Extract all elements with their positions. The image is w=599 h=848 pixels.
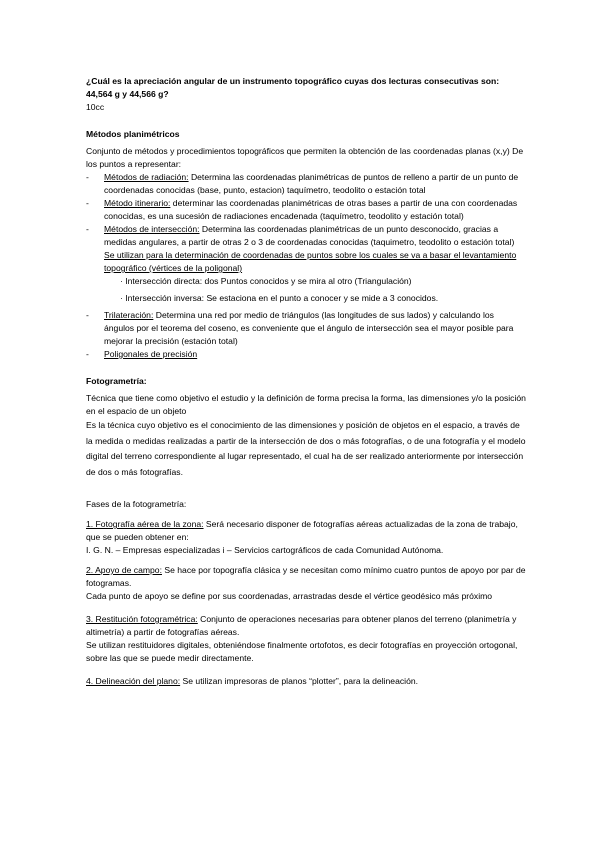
phase-1: 1. Fotografía aérea de la zona: Será necesario disponer de fotografías aéreas actualizadas de la zona de trabajo, que se pueden obtener en: — [86, 519, 518, 542]
list-item — [86, 171, 526, 197]
list-dash: - — [86, 172, 89, 182]
phase-2-term: 2. Apoyo de campo: — [86, 565, 162, 575]
phase-2-extra: Cada punto de apoyo se define por sus coordenadas, arrastradas desde el vértice geodésico más próximo — [86, 591, 493, 601]
item-text: Determina las coordenadas planimétricas de puntos de relleno a partir de un punto de coordenadas conocidas (base, punto, estacion) taquímetro, teodolito o estación total — [104, 172, 519, 195]
list-item — [86, 348, 526, 361]
phase-1-term: 1. Fotografía aérea de la zona: — [86, 519, 204, 529]
item-text: Determina las coordenadas planimétricas de un punto desconocido, gracias a medidas angulares, a partir de otras 2 o 3 de coordenadas conocidas (taquimetro, teodolito o estación total) — [104, 224, 515, 247]
list-item — [86, 223, 526, 249]
photogrammetry-heading: Fotogrametría: — [86, 376, 147, 386]
photogrammetry-def2: Es la técnica cuyo objetivo es el conocimiento de las dimensiones y posición de objetos en el espacio, a través de la medida o medidas realizadas a partir de la intersección de dos o más fotografías, o de una fotografía y el modelo digital del terreno correspondiente al lugar representado, el cual ha de ser realizado anteriormente por intersección de dos o más fotografías. — [86, 420, 526, 477]
list-dash: - — [86, 310, 89, 320]
item-term: Método itinerario: — [104, 198, 171, 208]
phase-3-term: 3. Restitución fotogramétrica: — [86, 614, 198, 624]
list-dash: - — [86, 224, 89, 234]
photogrammetry-def1: Técnica que tiene como objetivo el estudio y la definición de forma precisa la forma, las dimensiones y/o la posición en el espacio de un objeto — [86, 393, 526, 416]
question-answer: 10cc — [86, 102, 105, 112]
item-term: Métodos de intersección: — [104, 224, 200, 234]
phase-3-extra: Se utilizan restituidores digitales, obteniéndose finalmente ortofotos, es decir fotografías en proyección ortogonal, sobre las que se puede medir directamente. — [86, 640, 518, 663]
phase-2: 2. Apoyo de campo: Se hace por topografía clásica y se necesitan como mínimo cuatro puntos de apoyo por par de fotogramas. — [86, 565, 526, 588]
planimetric-list — [86, 171, 526, 361]
list-dash: - — [86, 198, 89, 208]
phase-3: 3. Restitución fotogramétrica: Conjunto de operaciones necesarias para obtener planos del terreno (planimetría y altimetría) a partir de fotografías aéreas. — [86, 614, 517, 637]
item-term: Métodos de radiación: — [104, 172, 189, 182]
phase-4: 4. Delineación del plano: Se utilizan impresoras de planos “plotter”, para la delineación. — [86, 676, 419, 686]
intersection-note: Se utilizan para la determinación de coordenadas de puntos sobre los cuales se va a basar el levantamiento topográfico (vértices de la poligonal) — [104, 250, 517, 273]
planimetric-intro: Conjunto de métodos y procedimientos topográficos que permiten la obtención de las coordenadas planas (x,y) De los puntos a representar: — [86, 146, 524, 169]
item-text: Determina una red por medio de triángulos (las longitudes de sus lados) y calculando los ángulos por el teorema del coseno, es conveniente que el ángulo de intersección sea el mayor posible para mejorar la precisión (estación total) — [104, 310, 514, 346]
item-text: determinar las coordenadas planimétricas de otras bases a partir de una con coordenadas conocidas, es una sucesión de radiaciones encadenada (taquímetro, teodolito y estación total) — [104, 198, 518, 221]
item-term: Trilateración: — [104, 310, 154, 320]
list-dash: - — [86, 349, 89, 359]
phases-heading: Fases de la fotogrametría: — [86, 499, 187, 509]
list-item — [86, 197, 526, 223]
phase-1-extra: I. G. N. – Empresas especializadas i – Servicios cartográficos de cada Comunidad Autónoma. — [86, 545, 444, 555]
intersection-inverse: · Intersección inversa: Se estaciona en el punto a conocer y se mide a 3 conocidos. — [120, 293, 439, 303]
phase-4-term: 4. Delineación del plano: — [86, 676, 181, 686]
planimetric-heading: Métodos planimétricos — [86, 129, 180, 139]
list-item — [86, 309, 526, 348]
document-body — [86, 75, 526, 688]
intersection-direct: · Intersección directa: dos Puntos conocidos y se mira al otro (Triangulación) — [120, 276, 412, 286]
item-term: Poligonales de precisión — [104, 349, 198, 359]
question-text: ¿Cuál es la apreciación angular de un instrumento topográfico cuyas dos lecturas consecutivas son: 44,564 g y 44,566 g? — [86, 76, 500, 99]
